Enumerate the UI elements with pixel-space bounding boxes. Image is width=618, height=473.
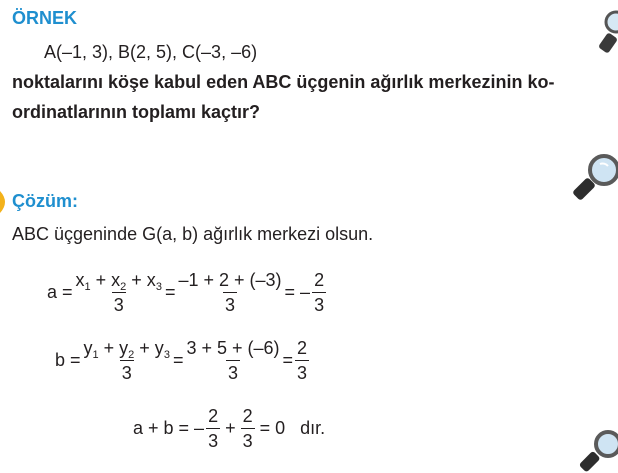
equals: =: [172, 349, 184, 370]
solution-heading: Çözüm:: [12, 191, 78, 211]
numerator: 2: [314, 270, 325, 290]
question-line-2: ordinatlarının toplamı kaçtır?: [12, 102, 261, 122]
subscript: 1: [92, 349, 99, 361]
question-line-1: noktalarını köşe kabul eden ABC üçgenin ağırlık merkezinin ko-: [12, 72, 555, 92]
equation-b-fraction-1: [83, 338, 171, 382]
equation-a-fraction-1: [75, 270, 163, 314]
equation-b-fraction-2: [185, 338, 280, 382]
equation-b: [54, 338, 310, 382]
subscript: 3: [163, 349, 170, 361]
equation-sum-lhs: a + b = –: [133, 417, 205, 438]
equals: =: [164, 281, 176, 302]
equation-a-fraction-2: [177, 270, 282, 314]
equation-sum-rhs: = 0: [259, 417, 286, 438]
equals: = –: [284, 281, 311, 302]
solution-intro: ABC üçgeninde G(a, b) ağırlık merkezi olsun.: [12, 224, 374, 244]
equation-a: [46, 270, 327, 314]
numerator: 2: [297, 338, 308, 358]
denominator: 3: [241, 428, 255, 450]
equation-sum-fraction-2: [241, 406, 255, 450]
equation-b-fraction-3: [295, 338, 309, 382]
magnifier-icon: [568, 150, 618, 202]
equation-a-lhs: a =: [47, 281, 73, 302]
subscript: 2: [128, 349, 135, 361]
numerator: 2: [242, 406, 253, 426]
equation-sum-suffix: dır.: [300, 417, 326, 438]
equation-b-lhs: b =: [55, 349, 81, 370]
denominator: 3: [112, 292, 126, 314]
term: y: [83, 338, 93, 358]
term: + y: [134, 338, 164, 358]
magnifier-icon: [578, 428, 618, 473]
subscript: 2: [120, 281, 127, 293]
magnifier-icon: [596, 8, 618, 54]
denominator: 3: [312, 292, 326, 314]
equation-sum-fraction-1: [206, 406, 220, 450]
term: + x: [90, 270, 121, 290]
bullet-icon: [0, 191, 10, 213]
equation-sum: [132, 406, 326, 450]
numerator: 3 + 5 + (–6): [186, 338, 280, 358]
equation-a-fraction-3: [312, 270, 326, 314]
denominator: 3: [226, 360, 240, 382]
numerator: 2: [208, 406, 219, 426]
term: + y: [98, 338, 129, 358]
example-heading: ÖRNEK: [12, 8, 78, 28]
equals: =: [282, 349, 294, 370]
subscript: 1: [84, 281, 91, 293]
term: + x: [126, 270, 156, 290]
subscript: 3: [155, 281, 162, 293]
denominator: 3: [295, 360, 309, 382]
plus: +: [225, 417, 236, 438]
denominator: 3: [206, 428, 220, 450]
term: x: [75, 270, 85, 290]
denominator: 3: [120, 360, 134, 382]
example-points: A(–1, 3), B(2, 5), C(–3, –6): [44, 42, 258, 62]
numerator: –1 + 2 + (–3): [178, 270, 282, 290]
denominator: 3: [223, 292, 237, 314]
